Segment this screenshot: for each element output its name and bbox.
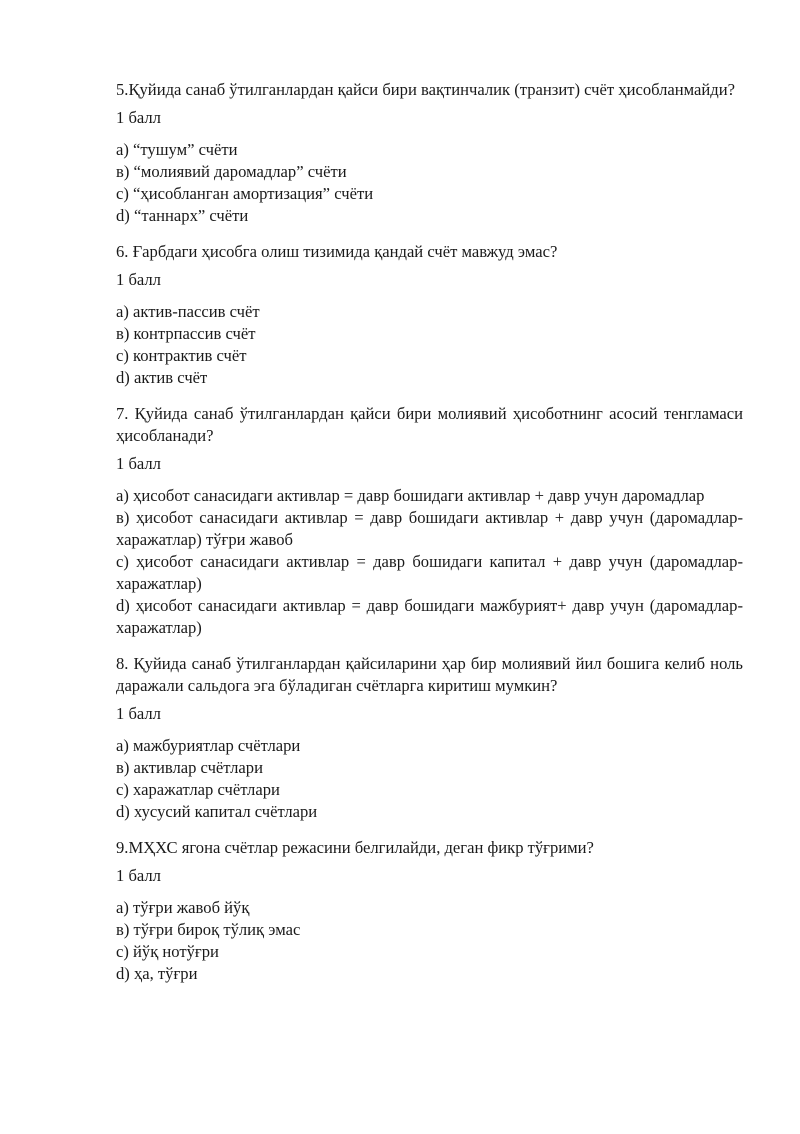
option-b: в) активлар счётлари <box>116 758 263 777</box>
answer-options <box>116 735 743 823</box>
option-b: в) “молиявий даромадлар” счёти <box>116 162 347 181</box>
question-text: 8. Қуйида санаб ўтилганлардан қайсиларини ҳар бир молиявий йил бошига келиб ноль даражали сальдога эга бўладиган счётларга киритиш мумкин? <box>116 654 743 695</box>
option-c: с) ҳисобот санасидаги активлар = давр бошидаги капитал + давр учун (даромадлар-харажатлар) <box>116 552 743 593</box>
answer-options <box>116 139 743 227</box>
question-9 <box>116 837 743 985</box>
question-text: 9.МҲХС ягона счётлар режасини белгилайди, деган фикр тўғрими? <box>116 838 594 857</box>
question-text: 7. Қуйида санаб ўтилганлардан қайси бири молиявий ҳисоботнинг асосий тенгламаси ҳисобланади? <box>116 404 743 445</box>
question-score: 1 балл <box>116 270 161 289</box>
question-score: 1 балл <box>116 108 161 127</box>
question-score: 1 балл <box>116 454 161 473</box>
option-d: d) хусусий капитал счётлари <box>116 802 318 821</box>
document-page <box>116 79 743 999</box>
answer-options <box>116 301 743 389</box>
question-6 <box>116 241 743 389</box>
question-score: 1 балл <box>116 704 161 723</box>
option-c: с) “ҳисобланган амортизация” счёти <box>116 184 374 203</box>
option-b: в) тўғри бироқ тўлиқ эмас <box>116 920 301 939</box>
option-c: с) харажатлар счётлари <box>116 780 280 799</box>
option-c: с) контрактив счёт <box>116 346 247 365</box>
option-b: в) ҳисобот санасидаги активлар = давр бошидаги активлар + давр учун (даромадлар-харажатлар) тўғри жавоб <box>116 508 743 549</box>
option-d: d) “таннарх” счёти <box>116 206 249 225</box>
answer-options <box>116 897 743 985</box>
question-8 <box>116 653 743 823</box>
option-d: d) актив счёт <box>116 368 208 387</box>
question-7 <box>116 403 743 639</box>
question-5 <box>116 79 743 227</box>
question-score: 1 балл <box>116 866 161 885</box>
option-b: в) контрпассив счёт <box>116 324 256 343</box>
option-a: а) “тушум” счёти <box>116 140 238 159</box>
option-d: d) ҳисобот санасидаги активлар = давр бошидаги мажбурият+ давр учун (даромадлар-харажатлар) <box>116 596 743 637</box>
option-a: а) актив-пассив счёт <box>116 302 260 321</box>
answer-options <box>116 485 743 639</box>
option-d: d) ҳа, тўғри <box>116 964 198 983</box>
question-text: 6. Ғарбдаги ҳисобга олиш тизимида қандай счёт мавжуд эмас? <box>116 242 558 261</box>
option-c: с) йўқ нотўғри <box>116 942 219 961</box>
option-a: а) ҳисобот санасидаги активлар = давр бошидаги активлар + давр учун даромадлар <box>116 486 705 505</box>
question-text: 5.Қуйида санаб ўтилганлардан қайси бири вақтинчалик (транзит) счёт ҳисобланмайди? <box>116 80 735 99</box>
option-a: а) тўғри жавоб йўқ <box>116 898 250 917</box>
option-a: а) мажбуриятлар счётлари <box>116 736 301 755</box>
